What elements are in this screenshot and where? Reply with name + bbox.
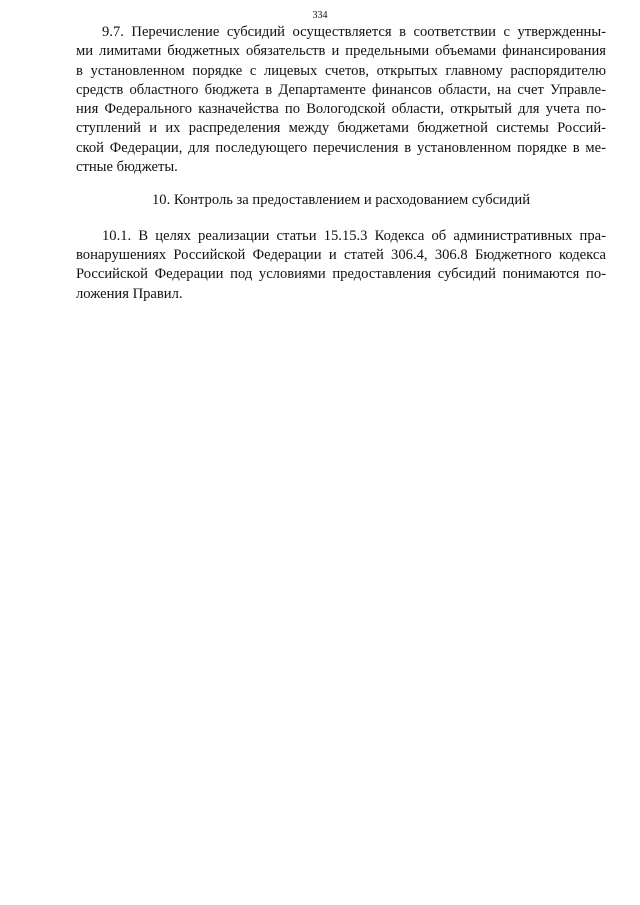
text-line: средств областного бюджета в Департаменте финансов области, на счет Управле- [76,81,606,98]
text-line: Российской Федерации под условиями предоставления субсидий понимаются по- [76,266,606,283]
text-line: ложения Правил. [76,285,183,302]
document-body [76,23,606,304]
text-line: вонарушениях Российской Федерации и статей 306.4, 306.8 Бюджетного кодекса [76,246,606,263]
text-line: стные бюджеты. [76,159,178,176]
text-line: 9.7. Перечисление субсидий осуществляется в соответствии с утвержденны- [102,24,606,40]
text-line: ния Федерального казначейства по Вологодской области, открытый для учета по- [76,101,606,118]
text-line: ступлений и их распределения между бюджетами бюджетной системы Россий- [76,120,606,137]
text-line: ской Федерации, для последующего перечисления в установленном порядке в ме- [76,139,606,156]
text-line: 10.1. В целях реализации статьи 15.15.3 Кодекса об административных пра- [102,227,606,244]
paragraph-9-7 [76,23,606,177]
paragraph-10-1 [76,227,606,304]
page-number: 334 [312,10,328,21]
section-heading: 10. Контроль за предоставлением и расходованием субсидий [151,192,531,209]
text-line: ми лимитами бюджетных обязательств и предельными объемами финансирования [76,43,606,60]
text-line: в установленном порядке с лицевых счетов, открытых главному распорядителю [76,62,606,79]
